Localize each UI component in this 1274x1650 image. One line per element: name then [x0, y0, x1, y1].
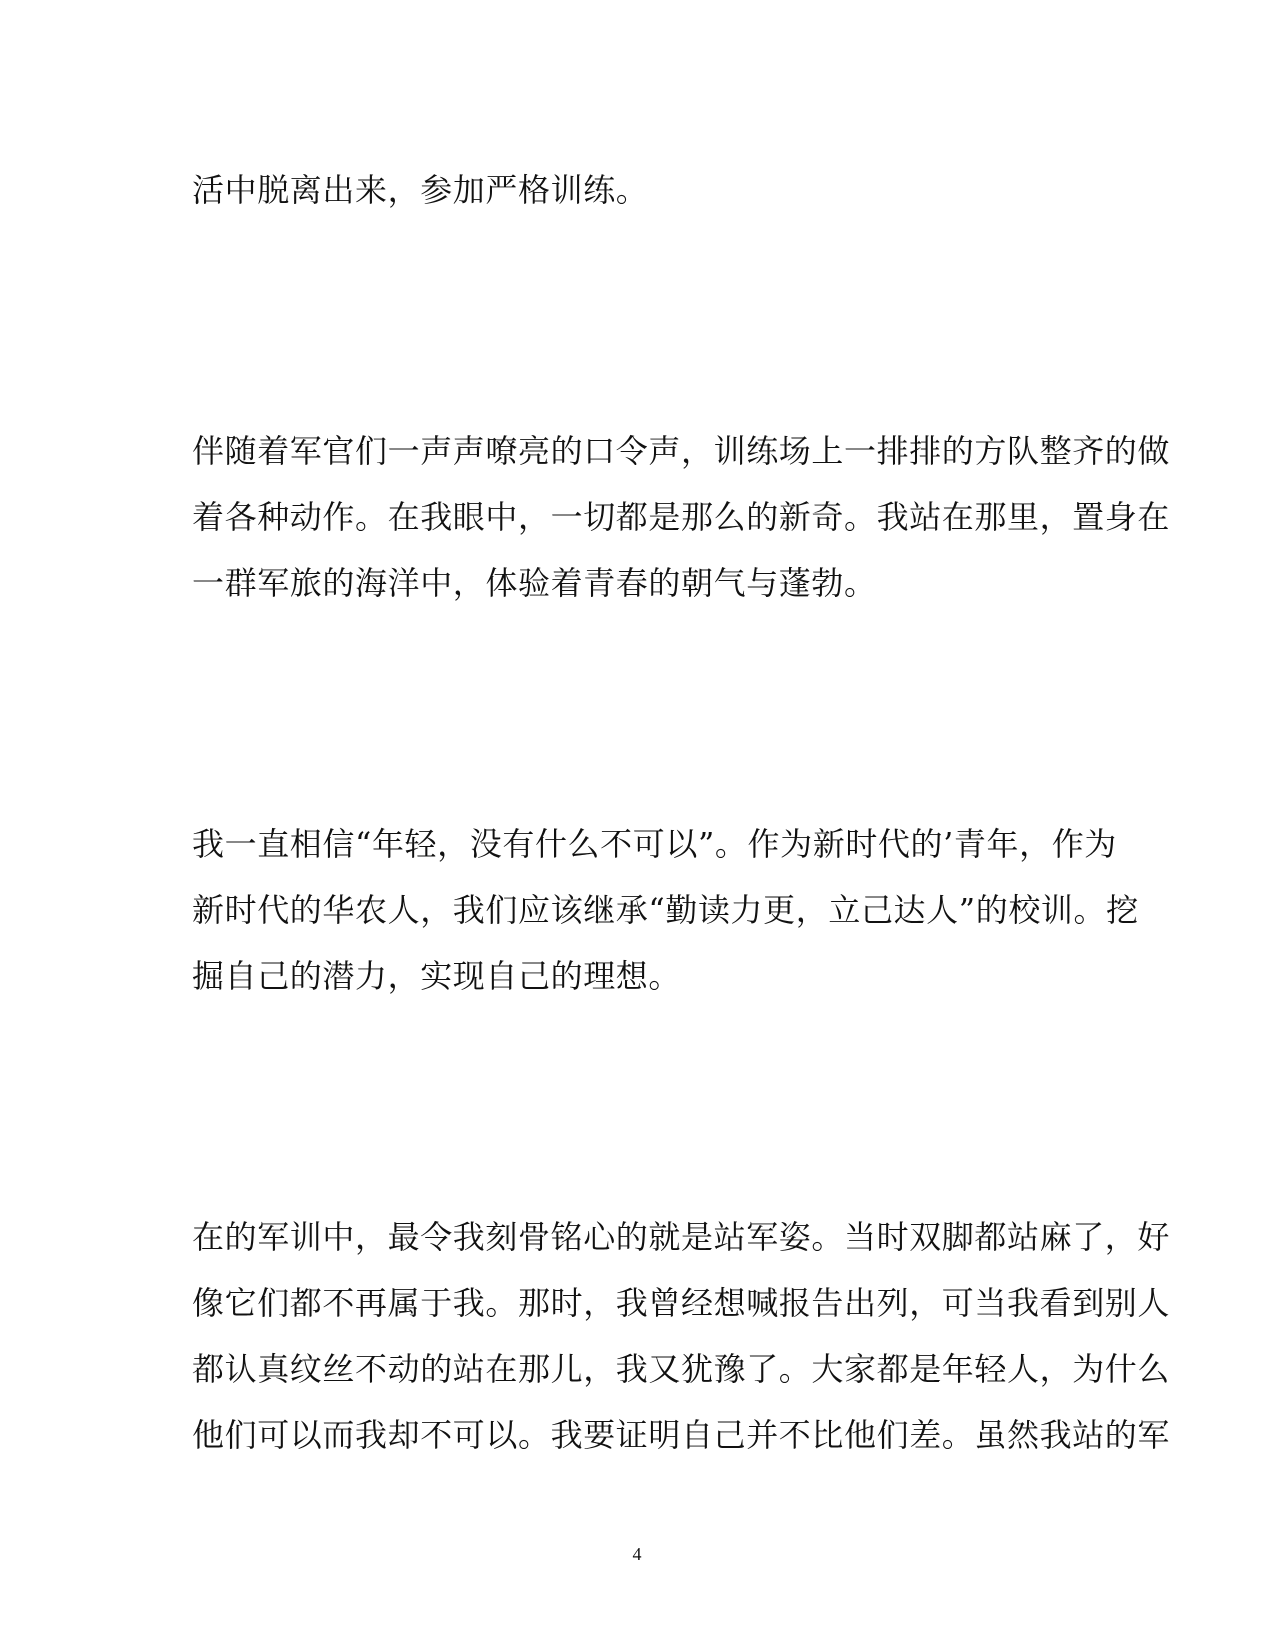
- page-number: 4: [632, 1544, 642, 1564]
- text-line: 伴随着军官们一声声嘹亮的口令声，训练场上一排排的方队整齐的做: [192, 432, 1171, 470]
- text-line: 活中脱离出来，参加严格训练。: [192, 171, 649, 209]
- text-line: 新时代的华农人，我们应该继承“勤读力更，立己达人”的校训。挖: [192, 891, 1139, 929]
- text-line: 像它们都不再属于我。那时，我曾经想喊报告出列，可当我看到别人: [192, 1284, 1171, 1322]
- text-line: 在的军训中，最令我刻骨铭心的就是站军姿。当时双脚都站麻了，好: [192, 1218, 1171, 1256]
- text-line: 我一直相信“年轻，没有什么不可以”。作为新时代的’青年，作为: [192, 825, 1117, 863]
- text-line: 都认真纹丝不动的站在那儿，我又犹豫了。大家都是年轻人，为什么: [192, 1350, 1171, 1388]
- text-line: 一群军旅的海洋中，体验着青春的朝气与蓬勃。: [192, 564, 877, 602]
- text-line: 着各种动作。在我眼中，一切都是那么的新奇。我站在那里，置身在: [192, 498, 1171, 536]
- text-line: 掘自己的潜力，实现自己的理想。: [192, 957, 682, 995]
- text-line: 他们可以而我却不可以。我要证明自己并不比他们差。虽然我站的军: [192, 1416, 1171, 1454]
